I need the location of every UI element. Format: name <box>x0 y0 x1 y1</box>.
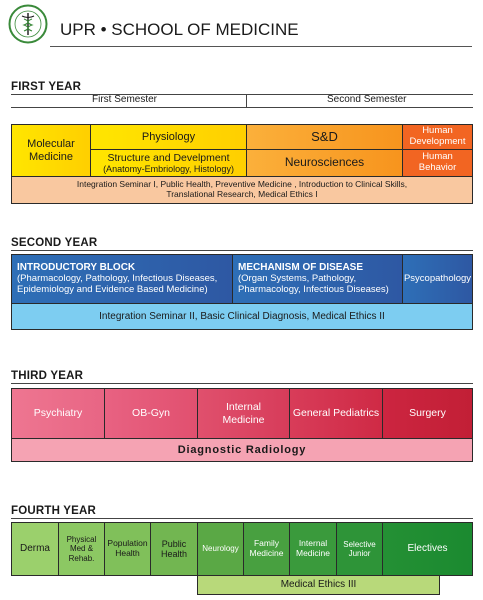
neurology-block <box>197 522 244 576</box>
molecular-medicine-label: Molecular Medicine <box>27 137 75 163</box>
obgyn-label: OB-Gyn <box>132 407 170 420</box>
obgyn-block <box>104 388 198 439</box>
third-year-rule <box>11 383 473 384</box>
physical-med-block <box>58 522 105 576</box>
surgery-block <box>382 388 473 439</box>
structure-title: Structure and Develpment <box>107 151 230 164</box>
first-year-heading: FIRST YEAR <box>11 81 82 93</box>
structure-development-block <box>90 149 247 177</box>
first-year-seminar-line1: Integration Seminar I, Public Health, Preventive Medicine , Introduction to Clinical Skills, <box>76 179 408 190</box>
third-year-heading: THIRD YEAR <box>11 370 84 382</box>
psychiatry-label: Psychiatry <box>33 407 83 420</box>
psycopathology-label: Psycopathology <box>403 272 472 284</box>
neurosciences-label: Neurosciences <box>284 155 365 170</box>
family-medicine-block <box>243 522 290 576</box>
introductory-line1: (Pharmacology, Pathology, Infectious Diseases, <box>17 272 218 284</box>
public-health-block <box>150 522 198 576</box>
second-year-rule <box>11 250 473 251</box>
second-year-seminar-label: Integration Seminar II, Basic Clinical Diagnosis, Medical Ethics II <box>99 310 385 322</box>
sd-block <box>246 124 403 150</box>
second-year-seminar-block <box>11 303 473 330</box>
second-semester-label: Second Semester <box>327 94 407 105</box>
first-year-seminar-block <box>11 176 473 204</box>
introductory-title: INTRODUCTORY BLOCK <box>17 262 136 274</box>
mechanism-of-disease-block <box>232 254 403 304</box>
public-health-label: Public Health <box>160 538 187 559</box>
physiology-block <box>90 124 247 150</box>
internal-medicine-4-block <box>289 522 337 576</box>
psychiatry-block <box>11 388 105 439</box>
selective-junior-block <box>336 522 383 576</box>
first-year-seminar-line2: Translational Research, Medical Ethics I <box>166 189 318 199</box>
population-health-block <box>104 522 151 576</box>
logo <box>8 4 48 44</box>
neurology-label: Neurology <box>202 544 239 554</box>
mechanism-line2: Pharmacology, Infectious Diseases) <box>238 283 389 295</box>
human-development-label: Human Development <box>409 125 466 147</box>
semester-divider <box>246 94 247 108</box>
fourth-year-heading: FOURTH YEAR <box>11 505 97 517</box>
caduceus-seal-icon <box>8 4 48 44</box>
diagnostic-radiology-label: Diagnostic Radiology <box>177 443 307 456</box>
psycopathology-block <box>402 254 473 304</box>
internal-medicine-block <box>197 388 290 439</box>
sd-label: S&D <box>311 128 338 144</box>
page-title: UPR • SCHOOL OF MEDICINE <box>60 20 299 39</box>
introductory-block <box>11 254 233 304</box>
structure-subtitle: (Anatomy-Embriology, Histology) <box>103 163 234 174</box>
general-pediatrics-label: General Pediatrics <box>292 407 380 420</box>
header-divider <box>50 46 472 47</box>
electives-label: Electives <box>407 543 448 555</box>
semester-rule <box>11 107 473 108</box>
first-semester-label: First Semester <box>92 94 158 105</box>
medical-ethics-iii-label: Medical Ethics III <box>280 579 357 591</box>
physiology-label: Physiology <box>141 130 196 143</box>
family-medicine-label: Family Medicine <box>249 538 284 558</box>
diagnostic-radiology-block <box>11 438 473 462</box>
second-year-heading: SECOND YEAR <box>11 237 98 249</box>
mechanism-title: MECHANISM OF DISEASE <box>238 262 364 274</box>
electives-block <box>382 522 473 576</box>
surgery-label: Surgery <box>409 407 446 420</box>
general-pediatrics-block <box>289 388 383 439</box>
human-behavior-label: Human Behavior <box>418 151 457 173</box>
introductory-line2: Epidemiology and Evidence Based Medicine) <box>17 283 208 295</box>
derma-block <box>11 522 59 576</box>
neurosciences-block <box>246 149 403 177</box>
derma-label: Derma <box>19 543 50 555</box>
internal-medicine-label: Internal Medicine <box>222 401 265 426</box>
human-behavior-block <box>402 149 473 177</box>
physical-med-label: Physical Med & Rehab. <box>66 535 97 563</box>
mechanism-line1: (Organ Systems, Pathology, <box>238 272 357 284</box>
population-health-label: Population Health <box>107 538 148 558</box>
fourth-year-rule <box>11 518 473 519</box>
medical-ethics-iii-block <box>197 575 440 595</box>
internal-medicine-4-label: Internal Medicine <box>295 538 331 558</box>
molecular-medicine-block <box>11 124 91 177</box>
human-development-block <box>402 124 473 150</box>
selective-junior-label: Selective Junior <box>343 539 376 558</box>
